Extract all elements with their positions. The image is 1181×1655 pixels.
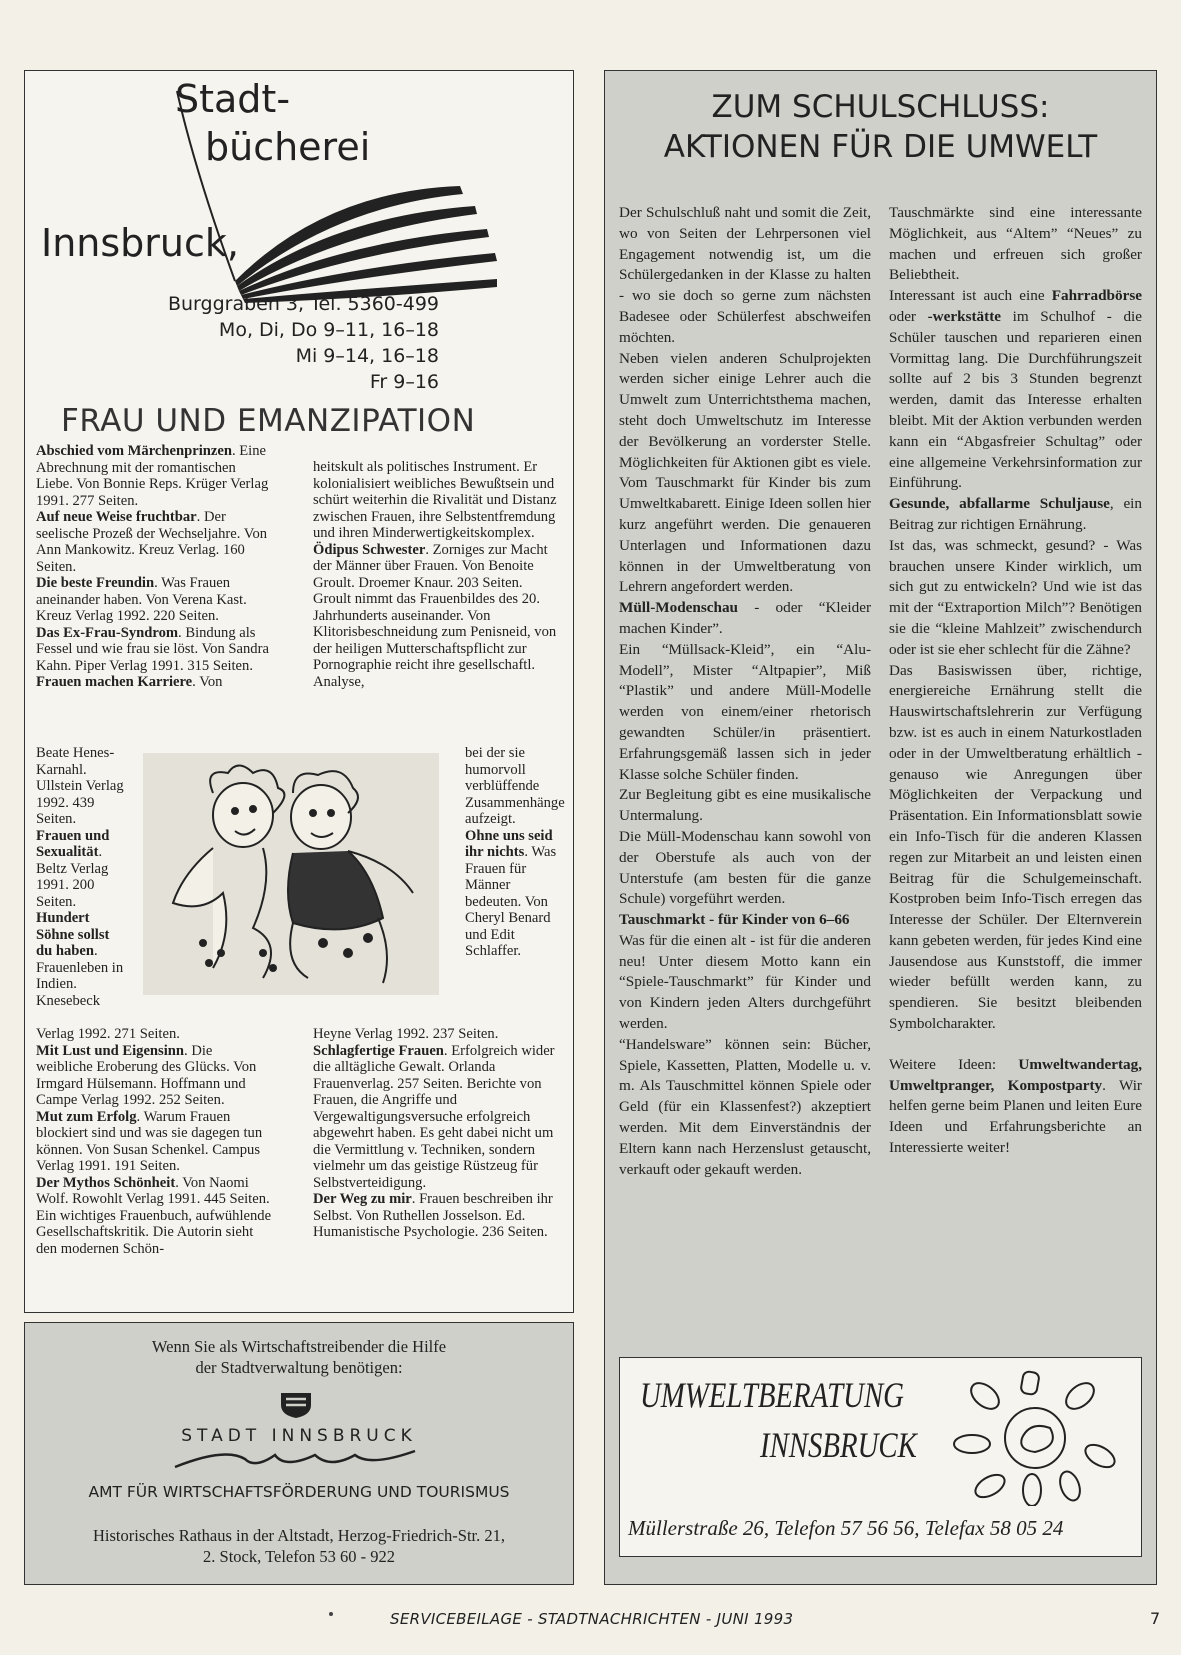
book-entry: Ein wichtiges Frauenbuch, aufwühlende Gesellschaftskritik. Die Autorin sieht den modernen Schön-	[36, 1207, 272, 1257]
stadt-logo-text: STADT INNSBRUCK	[181, 1426, 417, 1446]
library-title-line1: Stadt-	[175, 77, 291, 121]
umweltberatung-title: UMWELTBERATUNG	[640, 1375, 904, 1415]
umwelt-heading-1: ZUM SCHULSCHLUSS:	[711, 89, 1050, 125]
stadt-intro-2: der Stadtverwaltung benötigen:	[195, 1358, 403, 1377]
book-entry: Der Mythos Schönheit. Von Naomi Wolf. Rowohlt Verlag 1991. 445 Seiten.	[36, 1174, 270, 1207]
library-address: Burggraben 3, Tel. 5360-499	[167, 293, 439, 315]
book-entry: Mut zum Erfolg. Warum Frauen blockiert sind und was sie dagegen tun können. Von Susan Schenkel. Campus Verlag 1991. 191 Seiten.	[36, 1108, 263, 1174]
umwelt-col-1: Der Schulschluß naht und somit die Zeit, wo von Seiten der Lehrpersonen viel Engagement notwendig ist, um die Schülergedanken in der Klasse zu halten - wo sie doch so gerne zum nächsten Badesee oder Schülerfest abschweifen möchten. Neben vielen anderen Schulprojekten werden sicher einige Lehrer auch die Umwelt zum Unterrichtsthema machen, steht doch Umweltschutz im Interesse der Bevölkerung an vorderster Stelle. Möglichkeiten für Aktionen gibt es viele. Vom Tauschmarkt für Kinder bis zum Umweltkabarett. Einige Ideen sollen hier kurz angeführt werden. Die genaueren Unterlagen und Informationen dazu können in der Umweltberatung von Lehrern angefordert werden. Müll-Modenschau - oder “Kleider machen Kinder”. Ein “Müllsack-Kleid”, ein “Alu-Modell”, Mister “Altpapier”, Miß “Plastik” und andere Müll-Modelle werden von einem/einer rhetorisch gewandten Schüler/in präsentiert. Erfahrungsgemäß lassen sich in jeder Klasse solche Schüler finden. Zur Begleitung gibt es eine musikalische Untermalung. Die Müll-Modenschau kann sowohl von der Oberstufe als auch von der Unterstufe (am besten für die ganze Schule) vorgeführt werden. Tauschmarkt - für Kinder von 6–66 Was für die einen alt - ist für die anderen neu! Unter diesem Motto kann ein “Spiele-Tauschmarkt” für Kinder und von Kindern jeden Alters durchgeführt werden. “Handelsware” können sein: Bücher, Spiele, Kassetten, Platten, Modelle u. v. m. Als Tauschmittel können Spiele oder Geld (für ein Klassenfest?) akzeptiert werden. Mit dem Einverständnis der Eltern kann nach Herzenslust getauscht, verkauft oder gekauft werden.	[619, 204, 871, 1178]
frau-right-col-bottom	[313, 1026, 559, 1241]
frau-left-narrow: Beate Henes-Karnahl. Ullstein Verlag 1992. 439 Seiten. Frauen und Sexualität. Beltz Verlag 1991. 200 Seiten. Hundert Söhne sollst du haben. Frauenleben in Indien. Knesebeck	[36, 745, 128, 1009]
library-box	[24, 70, 574, 1313]
library-hours-1: Mo, Di, Do 9–11, 16–18	[218, 319, 439, 341]
stadt-intro-1: Wenn Sie als Wirtschaftstreibender die Hilfe	[151, 1337, 447, 1356]
library-hours-2: Mi 9–14, 16–18	[295, 345, 439, 367]
book-entry: Ödipus Schwester. Zorniges zur Macht der Männer über Frauen. Von Benoite Groult. Droemer Knaur. 203 Seiten.	[313, 541, 548, 591]
frau-heading: FRAU UND EMANZIPATION	[61, 403, 476, 439]
book-entry: heitskult als politisches Instrument. Er kolonialisiert weibliches Bewußtsein und schürt weiterhin die Rivalität und Distanz zwischen Frauen, ihre Selbstentfremdung und ihren Minderwertigkeitskomplex.	[313, 459, 557, 541]
book-entry: Groult nimmt das Frauenbildes des 20. Jahrhunderts auseinander. Von Klitorisbeschneidung zum Penisneid, von der heiligen Mutterschaftspflicht zur Pornographie reicht ihre gesellschaftl. Analyse,	[313, 591, 557, 690]
umweltberatung-contact: Müllerstraße 26, Telefon 57 56 56, Telefax 58 05 24	[628, 1516, 1064, 1540]
library-title-line2: bücherei	[205, 125, 371, 169]
umwelt-col-2: Tauschmärkte sind eine interessante Möglichkeit, aus “Altem” “Neues” zu machen und erfreuen sich großer Beliebtheit. Interessant ist auch eine Fahrradbörse oder -werkstätte im Schulhof - die Schüler tauschen und reparieren einen Vormittag lang. Die Durchführungszeit sollte auf 2 bis 3 Stunden begrenzt werden, damit das Interesse erhalten bleibt. Mit der Aktion verbunden werden kann ein “Abgasfreier Schultag” oder eine allgemeine Verkehrsinformation zur Einführung. Gesunde, abfallarme Schuljause, ein Beitrag zur richtigen Ernährung. Ist das, was schmeckt, gesund? - Was brauchen unsere Kinder wirklich, um sich gut zu entwickeln? Und wie ist das mit der “Extraportion Milch”? Benötigen sie die “kleine Mahlzeit” zwischendurch oder ist sie eher schlecht für die Zähne? Das Basiswissen über, richtige, energiereiche Ernährung stellt die Hauswirtschaftslehrerin zur Verfügung bzw. ist es auch in einem Naturkostladen oder in der Umweltberatung erhältlich - genauso wie Anregungen über Möglichkeiten der Verpackung und Präsentation. Ein Informationsblatt sowie ein Info-Tisch für die anderen Klassen regen zur Mitarbeit an und leisten einen Beitrag für die Schulgemeinschaft. Kostproben beim Info-Tisch erregen das Interesse der Schüler. Der Elternverein kann gebeten werden, für jedes Kind eine Jausendose aus Kunststoff, die immer wieder befüllt werden kann, zu spendieren. Sie besitzt bleibenden Symbolcharakter. Weitere Ideen: Umweltwandertag, Umweltpranger, Kompostparty. Wir helfen gerne beim Planen und leiten Eure Ideen und Erfahrungsberichte an Interessierte weiter!	[889, 204, 1142, 1157]
book-entry: Ohne uns seid ihr nichts. Was Frauen für Männer bedeuten. Von Cheryl Benard und Edit Schlaffer.	[465, 827, 557, 959]
stadt-innsbruck-box	[24, 1322, 574, 1585]
umweltberatung-city: INNSBRUCK	[760, 1425, 917, 1465]
book-entry: Das Ex-Frau-Syndrom. Bindung als Fessel und wie frau sie löst. Von Sandra Kahn. Piper Verlag 1991. 315 Seiten.	[36, 624, 269, 674]
library-hours-3: Fr 9–16	[369, 371, 439, 393]
frau-left-col-bottom	[36, 1026, 272, 1257]
sun-logo-icon	[950, 1366, 1120, 1506]
city-crest-icon	[277, 1389, 315, 1419]
book-entry: Auf neue Weise fruchtbar. Der seelische Prozeß der Wechseljahre. Von Ann Mankowitz. Kreuz Verlag. 160 Seiten.	[36, 509, 268, 575]
book-entry: Schlagfertige Frauen. Erfolgreich wider die alltägliche Gewalt. Orlanda Frauenverlag. 257 Seiten. Berichte von Frauen, die Angriffe und Vergewaltigungsversuche erfolgreich abgewehrt haben. Es geht dabei nicht um die Vermittlung v. Techniken, sondern vielmehr um das geistige Rüstzeug für Selbstverteidigung.	[313, 1042, 555, 1191]
book-entry: Heyne Verlag 1992. 237 Seiten.	[313, 1026, 499, 1042]
umweltberatung-box	[619, 1357, 1142, 1557]
stadt-address-2: 2. Stock, Telefon 53 60 - 922	[203, 1547, 395, 1566]
book-entry: Der Weg zu mir. Frauen beschreiben ihr Selbst. Von Ruthellen Josselson. Ed. Humanistische Psychologie. 236 Seiten.	[313, 1191, 553, 1240]
book-entry: Abschied vom Märchenprinzen. Eine Abrechnung mit der romantischen Liebe. Von Bonnie Reps. Krüger Verlag 1991. 277 Seiten.	[36, 443, 269, 509]
umwelt-box	[604, 70, 1157, 1585]
book-entry: Die beste Freundin. Was Frauen aneinander haben. Von Verena Kast. Kreuz Verlag 1992. 220 Seiten.	[36, 575, 247, 624]
footer-text: SERVICEBEILAGE - STADTNACHRICHTEN - JUNI 1993	[390, 1610, 794, 1628]
frau-left-col-top	[36, 443, 272, 691]
frau-right-narrow: bei der sie humorvoll verblüffende Zusammenhänge aufzeigt. Ohne uns seid ihr nichts. Was Frauen für Männer bedeuten. Von Cheryl Benard und Edit Schlaffer.	[465, 745, 565, 959]
book-entry: Frauen und Sexualität. Beltz Verlag 1991. 200 Seiten.	[36, 827, 110, 910]
page-number: 7	[1150, 1609, 1161, 1628]
library-city: Innsbruck,	[41, 221, 239, 265]
frau-right-col-top	[313, 459, 559, 690]
stadt-amt: AMT FÜR WIRTSCHAFTSFÖRDERUNG UND TOURISMUS	[88, 1483, 510, 1501]
umwelt-heading-2: AKTIONEN FÜR DIE UMWELT	[663, 129, 1098, 165]
book-entry: Frauen machen Karriere. Von	[36, 674, 223, 690]
women-illustration	[143, 753, 439, 995]
stadt-address-1: Historisches Rathaus in der Altstadt, Herzog-Friedrich-Str. 21,	[93, 1526, 505, 1545]
footer-dot	[329, 1612, 333, 1616]
book-entry: Verlag 1992. 271 Seiten.	[36, 1026, 180, 1042]
book-entry: Hundert Söhne sollst du haben. Frauenleben in Indien. Knesebeck	[36, 910, 124, 1009]
book-entry: Mit Lust und Eigensinn. Die weibliche Eroberung des Glücks. Von Irmgard Hülsemann. Hoffmann und Campe Verlag 1992. 252 Seiten.	[36, 1042, 257, 1108]
stadt-logo-swoosh-icon	[165, 1447, 425, 1475]
